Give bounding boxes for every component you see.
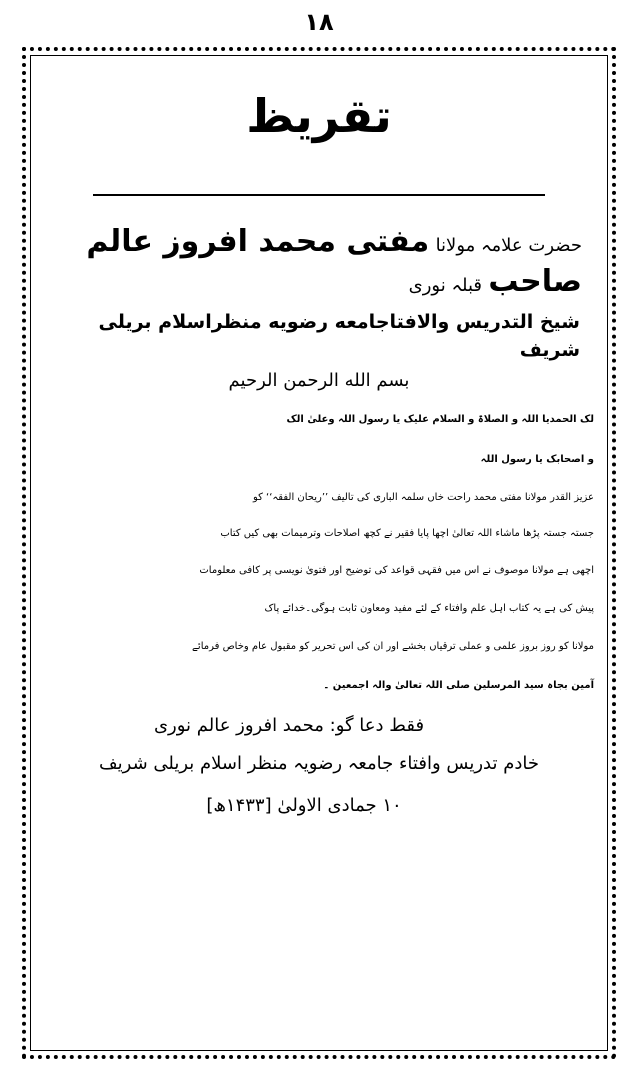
bismillah: بسم الله الرحمن الرحيم	[228, 370, 410, 391]
text-line: اچھی ہے مولانا موصوف نے اس میں فقہی قواعد کی توضیح اور فتویٰ نویسی پر کافی معلومات	[199, 565, 594, 576]
text-line: جستہ جستہ پڑھا ماشاء اللہ تعالیٰ اچھا پایا فقیر نے کچھ اصلاحات وترمیمات بھی کیں کتاب	[220, 528, 594, 539]
signature: فقط دعا گو: محمد افروز عالم نوری	[153, 715, 425, 736]
date: ۱۰ جمادی الاولیٰ [۱۴۳۳ھ]	[206, 795, 402, 816]
text-line: عزیز القدر مولانا مفتی محمد راحت خاں سلمہ الباری کی تالیف ’’ریحان الفقہ‘‘ کو	[252, 492, 594, 503]
author-suffix: قبلہ نوری	[408, 275, 482, 296]
text-line: آمین بجاہ سید المرسلین صلی اللہ تعالیٰ والہ اجمعین ۔	[323, 680, 594, 691]
text-line: و اصحابک یا رسول اللہ	[480, 454, 594, 465]
page-content	[40, 60, 598, 828]
body-text	[40, 400, 598, 706]
page-title: تقریظ	[246, 89, 392, 143]
author-post: شیخ التدریس والافتاجامعه رضویه منظراسلام بریلی شریف	[98, 311, 580, 361]
text-line: لک الحمدیا اللہ و الصلاۃ و السلام علیک یا رسول اللہ وعلیٰ الک	[286, 414, 594, 425]
author-name: مفتی محمد افروز عالم صاحب	[86, 224, 582, 299]
author-line	[40, 224, 598, 304]
text-line: پیش کی ہے یہ کتاب اہل علم وافتاء کے لئے مفید ومعاون ثابت ہوگی۔خدائے پاک	[264, 603, 594, 614]
signature-block	[40, 708, 598, 828]
page-number: ۱۸	[304, 8, 334, 36]
text-line: مولانا کو روز بروز علمی و عملی ترقیاں بخشے اور ان کی اس تحریر کو مقبول عام وخاص فرمائے	[192, 641, 594, 652]
title-divider	[93, 194, 545, 196]
signature-title: خادم تدریس وافتاء جامعہ رضویہ منظر اسلام بریلی شریف	[99, 753, 539, 774]
author-prefix: حضرت علامہ مولانا	[435, 235, 582, 256]
